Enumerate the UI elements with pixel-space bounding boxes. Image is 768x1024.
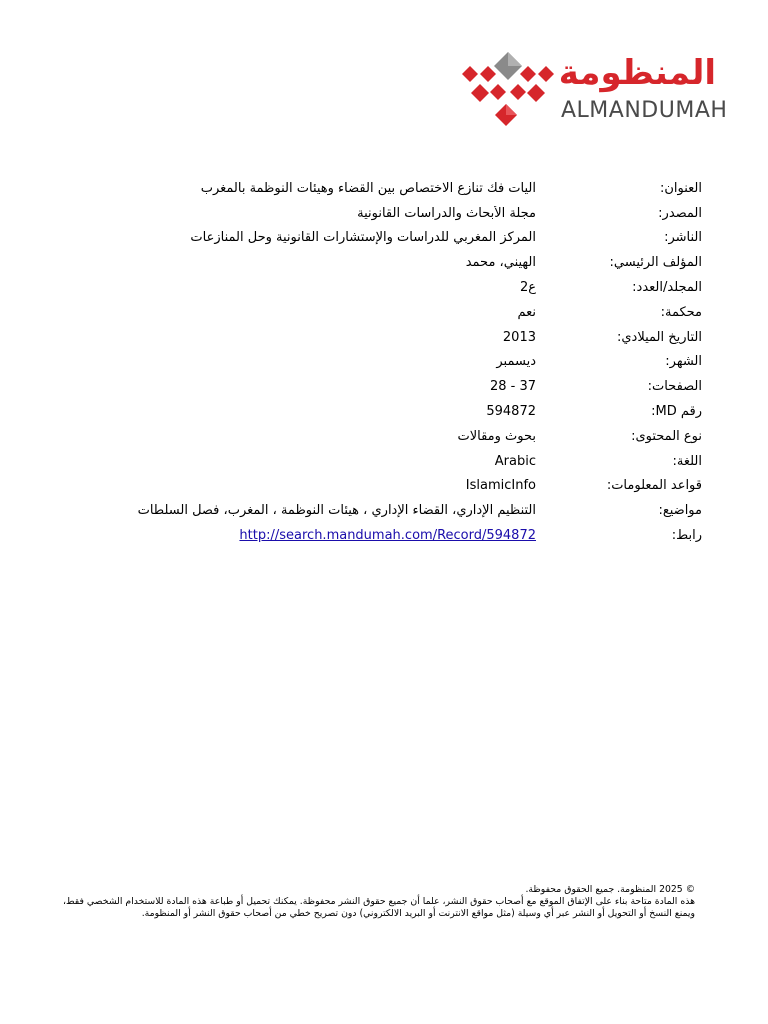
field-label: الناشر:: [664, 230, 702, 246]
field-label: نوع المحتوى:: [631, 428, 702, 444]
field-label: الشهر:: [665, 354, 702, 370]
field-label: العنوان:: [659, 180, 702, 196]
record-metadata: [100, 176, 702, 548]
field-value: 2013: [502, 329, 536, 345]
field-label: رقم MD:: [651, 404, 702, 420]
field-label: الصفحات:: [647, 379, 702, 395]
field-value: Arabic: [494, 453, 536, 469]
field-peer-reviewed: [100, 300, 702, 325]
field-volume-issue: [100, 275, 702, 300]
field-value: [100, 379, 536, 394]
field-value: IslamicInfo: [465, 478, 536, 494]
field-value: [100, 528, 536, 543]
field-subjects: [100, 498, 702, 523]
field-value: بحوث ومقالات: [457, 428, 536, 444]
field-label: التاريخ الميلادي:: [617, 329, 702, 345]
field-label: قواعد المعلومات:: [606, 478, 702, 494]
field-value: 594872: [486, 404, 536, 420]
field-main-author: [100, 250, 702, 275]
field-label: المجلد/العدد:: [632, 280, 702, 296]
field-year: [100, 325, 702, 350]
copyright-line: © 2025 المنظومة. جميع الحقوق محفوظة.: [525, 884, 695, 895]
record-link[interactable]: http://search.mandumah.com/Record/594872: [239, 528, 536, 544]
field-value: نعم: [517, 304, 536, 320]
field-value: مجلة الأبحاث والدراسات القانونية: [357, 205, 536, 221]
field-value: الهيني، محمد: [465, 255, 536, 271]
field-link: [100, 523, 702, 548]
logo-latin-wordmark: ALMANDUMAH: [561, 98, 728, 123]
field-label: المصدر:: [658, 205, 702, 221]
field-databases: [100, 474, 702, 499]
pages-range: 28 - 37: [489, 379, 536, 395]
field-label: المؤلف الرئيسي:: [609, 255, 702, 271]
field-md-number: [100, 399, 702, 424]
field-label: مواضيع:: [658, 503, 702, 519]
field-label: محكمة:: [660, 304, 702, 320]
copyright-footer: [54, 884, 695, 920]
almandumah-logo: [458, 50, 728, 130]
field-title: [100, 176, 702, 201]
field-value: المركز المغربي للدراسات والإستشارات القانونية وحل المنازعات: [190, 230, 536, 246]
field-value: التنظيم الإداري، القضاء الإداري ، هيئات النوظمة ، المغرب، فصل السلطات: [137, 503, 536, 519]
field-label: رابط:: [671, 528, 702, 544]
field-month: [100, 350, 702, 375]
field-value: ديسمبر: [496, 354, 536, 370]
field-label: اللغة:: [672, 453, 702, 469]
field-pages: [100, 374, 702, 399]
usage-notice: هذه المادة متاحة بناء على الإتفاق الموقع مع أصحاب حقوق النشر، علما أن جميع حقوق النشر محفوظة. يمكنك تحميل أو طباعة هذه المادة للاستخدام الشخصي فقط، ويمنع النسخ أو التحويل أو النشر عبر أي وسيلة (مثل مواقع الانترنت أو البريد الالكتروني) دون تصريح خطي من أصحاب حقوق النشر أو المنظومة.: [62, 896, 695, 919]
field-value: آليات فك تنازع الاختصاص بين القضاء وهيئات النوظمة بالمغرب: [200, 180, 536, 196]
field-value: ع2: [519, 280, 536, 296]
almandumah-diamond-logo-icon: [458, 50, 554, 130]
field-source: [100, 201, 702, 226]
field-publisher: [100, 226, 702, 251]
field-content-type: [100, 424, 702, 449]
logo-arabic-wordmark: المنظومة: [558, 53, 716, 93]
field-language: [100, 449, 702, 474]
